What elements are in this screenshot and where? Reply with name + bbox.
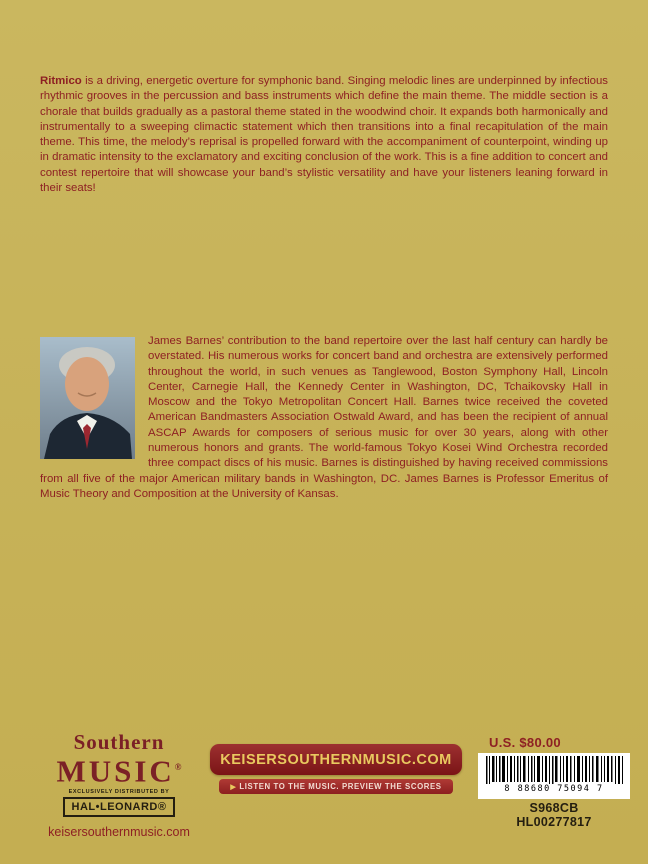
distributed-by-label: EXCLUSIVELY DISTRIBUTED BY	[68, 789, 170, 796]
hl-number: HL00277817	[516, 815, 592, 829]
southern-logo-bottom	[46, 753, 192, 789]
catalog-number: S968CB	[529, 801, 579, 815]
program-note	[40, 74, 608, 196]
promo-banner-tagline	[219, 779, 453, 794]
promo-banner	[210, 744, 462, 794]
work-title: Ritmico	[40, 75, 82, 87]
registered-mark: ®	[174, 762, 182, 772]
price-label: U.S. $80.00	[489, 735, 561, 750]
southern-logo-music-text: MUSIC	[56, 753, 175, 789]
barcode	[478, 753, 630, 799]
barcode-bars	[484, 756, 624, 784]
composer-bio-text: James Barnes’ contribution to the band repertoire over the last half century can hardly be overstated. His numerous works for concert band and orchestra are extensively performed throughout the world, in such venues as Tanglewood, Boston Symphony Hall, Lincoln Center, Carnegie Hall, the Kennedy Center in Washington, DC, Tchaikovsky Hall in Moscow and the Tokyo Metropolitan Concert Hall. Barnes twice received the coveted American Bandmasters Association Ostwald Award, and has been the recipient of annual ASCAP Awards for composers of serious music for over 30 years, along with other numerous honors and grants. The world-famous Tokyo Kosei Wind Orchestra recorded three compact discs of his music. Barnes is distinguished by having received commissions from all five of the major American military bands in Washington, DC. James Barnes is Professor Emeritus of Music Theory and Composition at the University of Kansas.	[40, 335, 608, 500]
composer-portrait-image	[40, 337, 135, 459]
promo-tagline-text: LISTEN TO THE MUSIC. PREVIEW THE SCORES	[239, 782, 442, 791]
barcode-digits: 8 88680 75094 7	[504, 784, 604, 794]
promo-banner-url: KEISERSOUTHERNMUSIC.COM	[210, 744, 462, 775]
play-icon: ▶	[230, 784, 237, 791]
publisher-logo-block	[46, 731, 192, 839]
program-note-text: is a driving, energetic overture for symphonic band. Singing melodic lines are underpinned by infectious rhythmic grooves in the percussion and bass instruments which define the main theme. The middle section is a chorale that builds gradually as a pastoral theme stated in the woodwind choir. It expands both harmonically and instrumentally to a sweeping climactic statement which then transitions into a final recapitulation of the main theme. This time, the melody’s reprisal is propelled forward with the accompaniment of counterpoint, winding up in dramatic intensity to the exclamatory and exciting conclusion of the work. This is a fine addition to concert and contest repertoire that will showcase your band’s stylistic versatility and have your listeners leaning forward in their seats!	[40, 75, 608, 195]
composer-photo	[40, 337, 135, 459]
southern-logo-top: Southern	[73, 730, 165, 754]
composer-bio-section	[40, 334, 608, 502]
hal-leonard-logo: HAL•LEONARD®	[63, 797, 176, 817]
publisher-website: keisersouthernmusic.com	[48, 825, 190, 840]
